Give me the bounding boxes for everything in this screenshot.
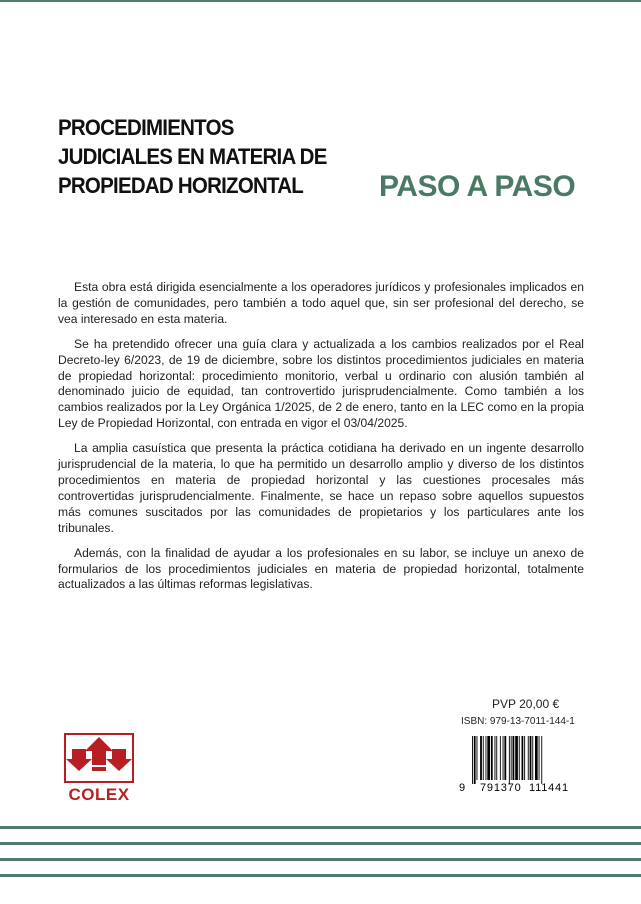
description-paragraph-2: Se ha pretendido ofrecer una guía clara y actualizada a los cambios realizados por el Real Decreto-ley 6/2023, de 19 de diciembre, sobre los distintos procedimientos judiciales en materia de propiedad horizontal: procedimiento monitorio, verbal u ordinario con alusión también al denominado juicio de equidad, tan controvertido jurisprudencialmente. Como también a los cambios realizados por la Ley Orgánica 1/2025, de 2 de enero, tanto en la LEC como en la propia Ley de Propiedad Horizontal, con entrada en vigor el 03/04/2025. [58, 336, 584, 431]
barcode-bar [532, 736, 533, 780]
barcode [459, 732, 583, 796]
barcode-bar [511, 736, 512, 780]
description-paragraph-4: Además, con la finalidad de ayudar a los profesionales en su labor, se incluye un anexo de formularios de los procedimientos judiciales en materia de propiedad horizontal, totalmente actualizados a las últimas reformas legislativas. [58, 545, 584, 592]
barcode-bar [480, 736, 482, 780]
barcode-bar [522, 736, 524, 780]
book-title [58, 113, 378, 200]
description-paragraph-1: Esta obra está dirigida esencialmente a los operadores jurídicos y profesionales implicados en la gestión de comunidades, pero también a todo aquel que, sin ser profesional del derecho, se vea interesado en esta materia. [58, 280, 584, 326]
barcode-bar [504, 736, 506, 780]
barcode-bar [541, 736, 542, 784]
barcode-digit-prefix: 9 [459, 782, 466, 794]
barcode-digits-right: 111441 [529, 782, 569, 794]
book-subtitle: PASO A PASO [379, 170, 576, 203]
top-border [0, 0, 641, 2]
bottom-stripe-2 [0, 842, 641, 845]
publisher-name: COLEX [68, 785, 130, 804]
barcode-bar [528, 736, 529, 780]
title-line-2: JUDICIALES EN MATERIA DE [58, 144, 327, 169]
barcode-bar [486, 736, 487, 780]
barcode-bar [503, 736, 504, 780]
barcode-bar [530, 736, 532, 780]
bottom-stripe-4 [0, 874, 641, 877]
bottom-stripe-3 [0, 858, 641, 861]
bottom-stripe-1 [0, 826, 641, 829]
barcode-bar [500, 736, 501, 780]
barcode-bar [477, 736, 478, 780]
description-paragraph-3: La amplia casuística que presenta la práctica cotidiana ha derivado en un ingente desarrollo jurisprudencial de la materia, lo que ha permitido un desarrollo amplio y diverso de los distintos procedimientos en materia de propiedad horizontal y las cuestiones procesales más controvertidas jurisprudencialmente. Finalmente, se hace un repaso sobre aquellos supuestos más comunes suscitados por las comunidades de propietarios y los particulares ante los tribunales. [58, 441, 584, 535]
barcode-bar [515, 736, 518, 780]
barcode-bar [513, 736, 515, 780]
barcode-bar [472, 736, 473, 784]
barcode-bar [496, 736, 497, 780]
barcode-bar [535, 736, 538, 780]
title-line-3: PROPIEDAD HORIZONTAL [58, 173, 304, 198]
barcode-bar [474, 736, 476, 784]
title-line-1: PROCEDIMIENTOS [58, 115, 234, 140]
barcode-bar [519, 736, 520, 780]
barcode-bar [491, 736, 493, 780]
price-label: PVP 20,00 € [492, 697, 560, 711]
isbn-label: ISBN: 979-13-7011-144-1 [461, 716, 575, 727]
publisher-logo [64, 733, 134, 803]
barcode-bar [483, 736, 484, 780]
barcode-bar [509, 736, 510, 784]
barcode-bar [539, 736, 540, 780]
barcode-bar [524, 736, 525, 780]
barcode-bar [495, 736, 496, 780]
colex-arrows-logo-icon [64, 733, 134, 783]
barcode-bars [472, 736, 572, 784]
barcode-digits-left: 791370 [480, 782, 522, 794]
description [58, 280, 584, 602]
barcode-bar [487, 736, 490, 780]
